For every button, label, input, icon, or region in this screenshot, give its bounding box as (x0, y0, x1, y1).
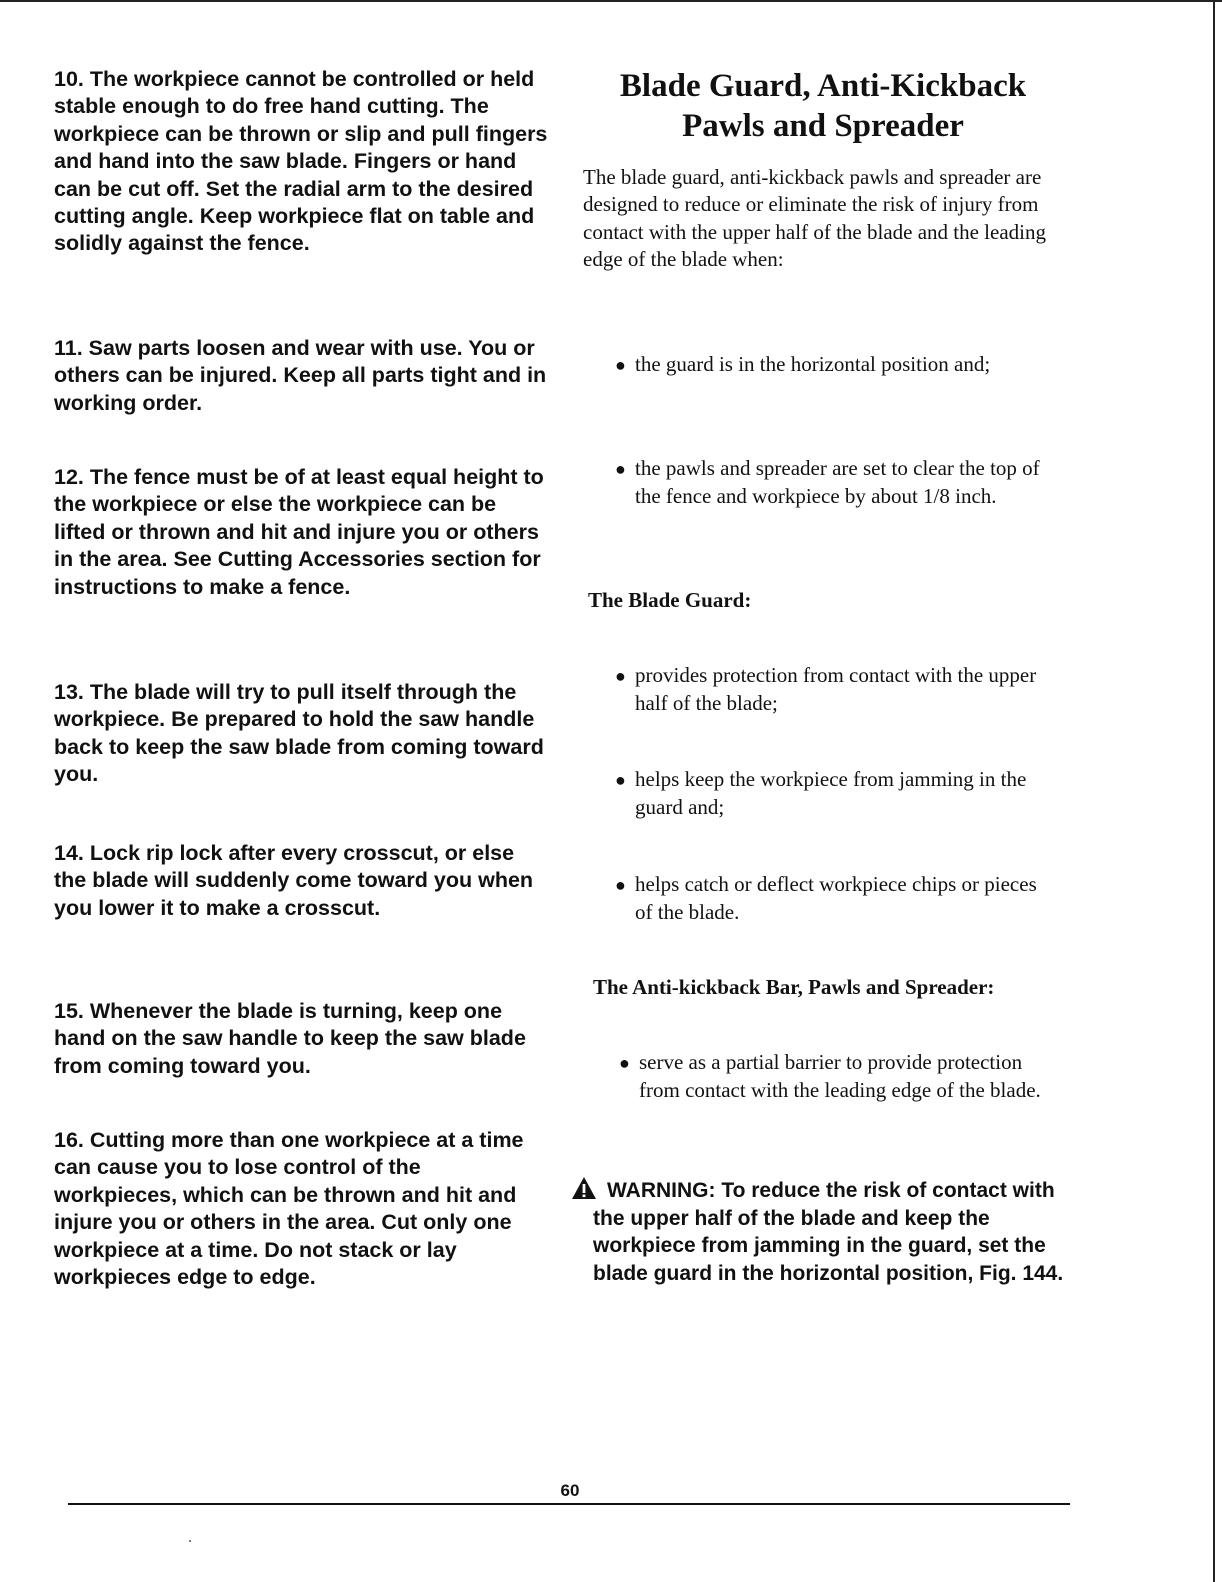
warning-text: WARNING: To reduce the risk of contact with the upper half of the blade and keep the workpiece from jamming in the guard, set the blade guard in the horizontal position, Fig. 144. (593, 1179, 1064, 1285)
section-title-line-2: Pawls and Spreader (682, 108, 964, 144)
right-border (1213, 0, 1215, 1582)
list-item: ● helps catch or deflect workpiece chips or pieces of the blade. (615, 872, 1037, 925)
rule-10: 10. The workpiece cannot be controlled or held stable enough to do free hand cutting. The workpiece can be thrown or slip and pull fingers and hand into the saw blade. Fingers or hand can be cut off. Set the radial arm to the desired cutting angle. Keep workpiece flat on table and solidly against the fence. (54, 67, 548, 256)
warning-block (593, 1176, 1068, 1287)
bullet-icon: ● (615, 875, 626, 895)
rule-14: 14. Lock rip lock after every crosscut, or else the blade will suddenly come toward you when you lower it to make a crosscut. (54, 841, 534, 920)
page-number: 60 (560, 1481, 580, 1500)
rule-16: 16. Cutting more than one workpiece at a time can cause you to lose control of the workpieces, which can be thrown and hit and injure you or others in the area. Cut only one workpiece at a time. Do not stack or lay workpieces edge to edge. (54, 1128, 524, 1290)
list-item: ● helps keep the workpiece from jamming in the guard and; (615, 767, 1027, 820)
list-item: ● serve as a partial barrier to provide protection from contact with the leading edge of the blade. (619, 1050, 1041, 1103)
bullet-icon: ● (615, 355, 626, 375)
bullet-icon: ● (615, 459, 626, 479)
list-item: ● the guard is in the horizontal position and; (615, 351, 1055, 379)
anti-kickback-heading: The Anti-kickback Bar, Pawls and Spreader: (593, 975, 995, 999)
rule-12: 12. The fence must be of at least equal height to the workpiece or else the workpiece can be lifted or thrown and hit and injure you or others in the area. See Cutting Accessories section for instructions to make a fence. (54, 465, 544, 599)
bullet-icon: ● (615, 666, 626, 686)
list-item: ● provides protection from contact with the upper half of the blade; (615, 663, 1037, 716)
footer-rule (68, 1503, 1070, 1505)
warning-triangle-icon (571, 1176, 597, 1200)
rule-11: 11. Saw parts loosen and wear with use. You or others can be injured. Keep all parts tight and in working order. (54, 336, 547, 415)
section-title-line-1: Blade Guard, Anti-Kickback (619, 68, 1027, 104)
bullet-icon: ● (619, 1053, 630, 1073)
list-item: ● the pawls and spreader are set to clear the top of the fence and workpiece by about 1/8 inch. (615, 456, 1040, 509)
intro-paragraph: The blade guard, anti-kickback pawls and spreader are designed to reduce or eliminate the risk of injury from contact with the upper half of the blade and the leading edge of the blade when: (583, 165, 1046, 272)
top-border (0, 0, 1222, 2)
bullet-icon: ● (615, 770, 626, 790)
section-title (583, 66, 1063, 146)
blade-guard-heading: The Blade Guard: (588, 588, 752, 612)
scan-speck (189, 1540, 191, 1542)
rule-15: 15. Whenever the blade is turning, keep one hand on the saw handle to keep the saw blade from coming toward you. (54, 999, 526, 1078)
rule-13: 13. The blade will try to pull itself through the workpiece. Be prepared to hold the saw handle back to keep the saw blade from coming toward you. (54, 680, 544, 787)
